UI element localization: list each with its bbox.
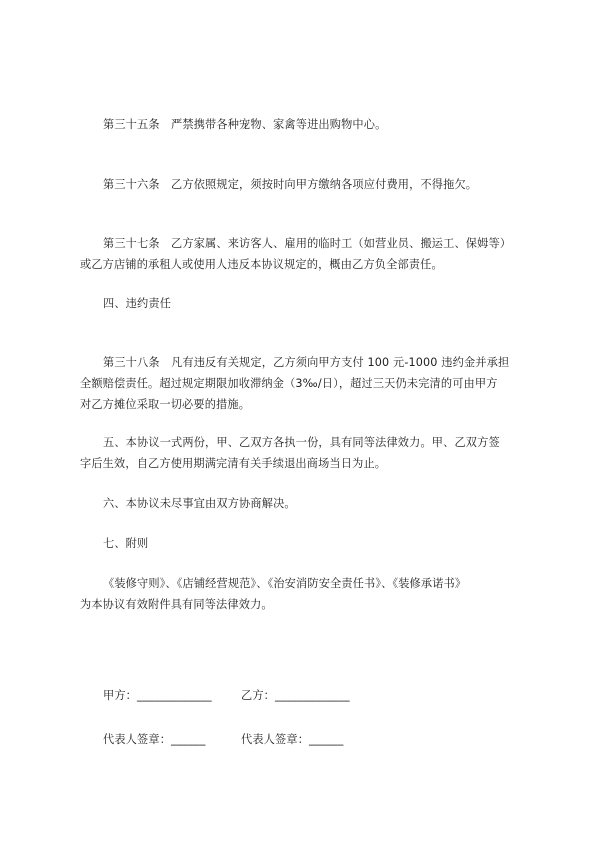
article-38-line-1: 第三十八条 凡有违反有关规定，乙方须向甲方支付 100 元-1000 违约金并承担 xyxy=(103,356,510,369)
representative-a-signature-line: 代表人签章：______ xyxy=(103,733,206,746)
section-7-heading: 七、附则 xyxy=(103,537,149,550)
section-4-heading: 四、违约责任 xyxy=(103,297,172,310)
article-37-line-1: 第三十七条 乙方家属、来访客人、雇用的临时工（如营业员、搬运工、保姆等） xyxy=(103,237,512,250)
party-a-signature-line: 甲方：_____________ xyxy=(103,689,212,702)
article-38-line-3: 对乙方摊位采取一切必要的措施。 xyxy=(80,398,251,411)
article-35: 第三十五条 严禁携带各种宠物、家禽等进出购物中心。 xyxy=(103,118,387,131)
section-6: 六、本协议未尽事宜由双方协商解决。 xyxy=(103,497,296,510)
representative-b-signature-line: 代表人签章：______ xyxy=(241,733,344,746)
section-5-line-2: 字后生效，自乙方使用期满完清有关手续退出商场当日为止。 xyxy=(80,457,387,470)
party-b-signature-line: 乙方：_____________ xyxy=(241,689,350,702)
appendix-line-1: 《装修守则》、《店铺经营规范》、《治安消防安全责任书》、《装修承诺书》 xyxy=(103,577,467,590)
appendix-line-2: 为本协议有效附件具有同等法律效力。 xyxy=(80,598,273,611)
article-38-line-2: 全额赔偿责任。超过规定期限加收滞纳金（3‰/日），超过三天仍未完清的可由甲方 xyxy=(80,377,498,390)
article-37-line-2: 或乙方店铺的承租人或使用人违反本协议规定的，概由乙方负全部责任。 xyxy=(80,258,443,271)
section-5-line-1: 五、本协议一式两份，甲、乙双方各执一份，具有同等法律效力。甲、乙双方签 xyxy=(103,436,500,449)
article-36: 第三十六条 乙方依照规定，须按时向甲方缴纳各项应付费用，不得拖欠。 xyxy=(103,178,478,191)
